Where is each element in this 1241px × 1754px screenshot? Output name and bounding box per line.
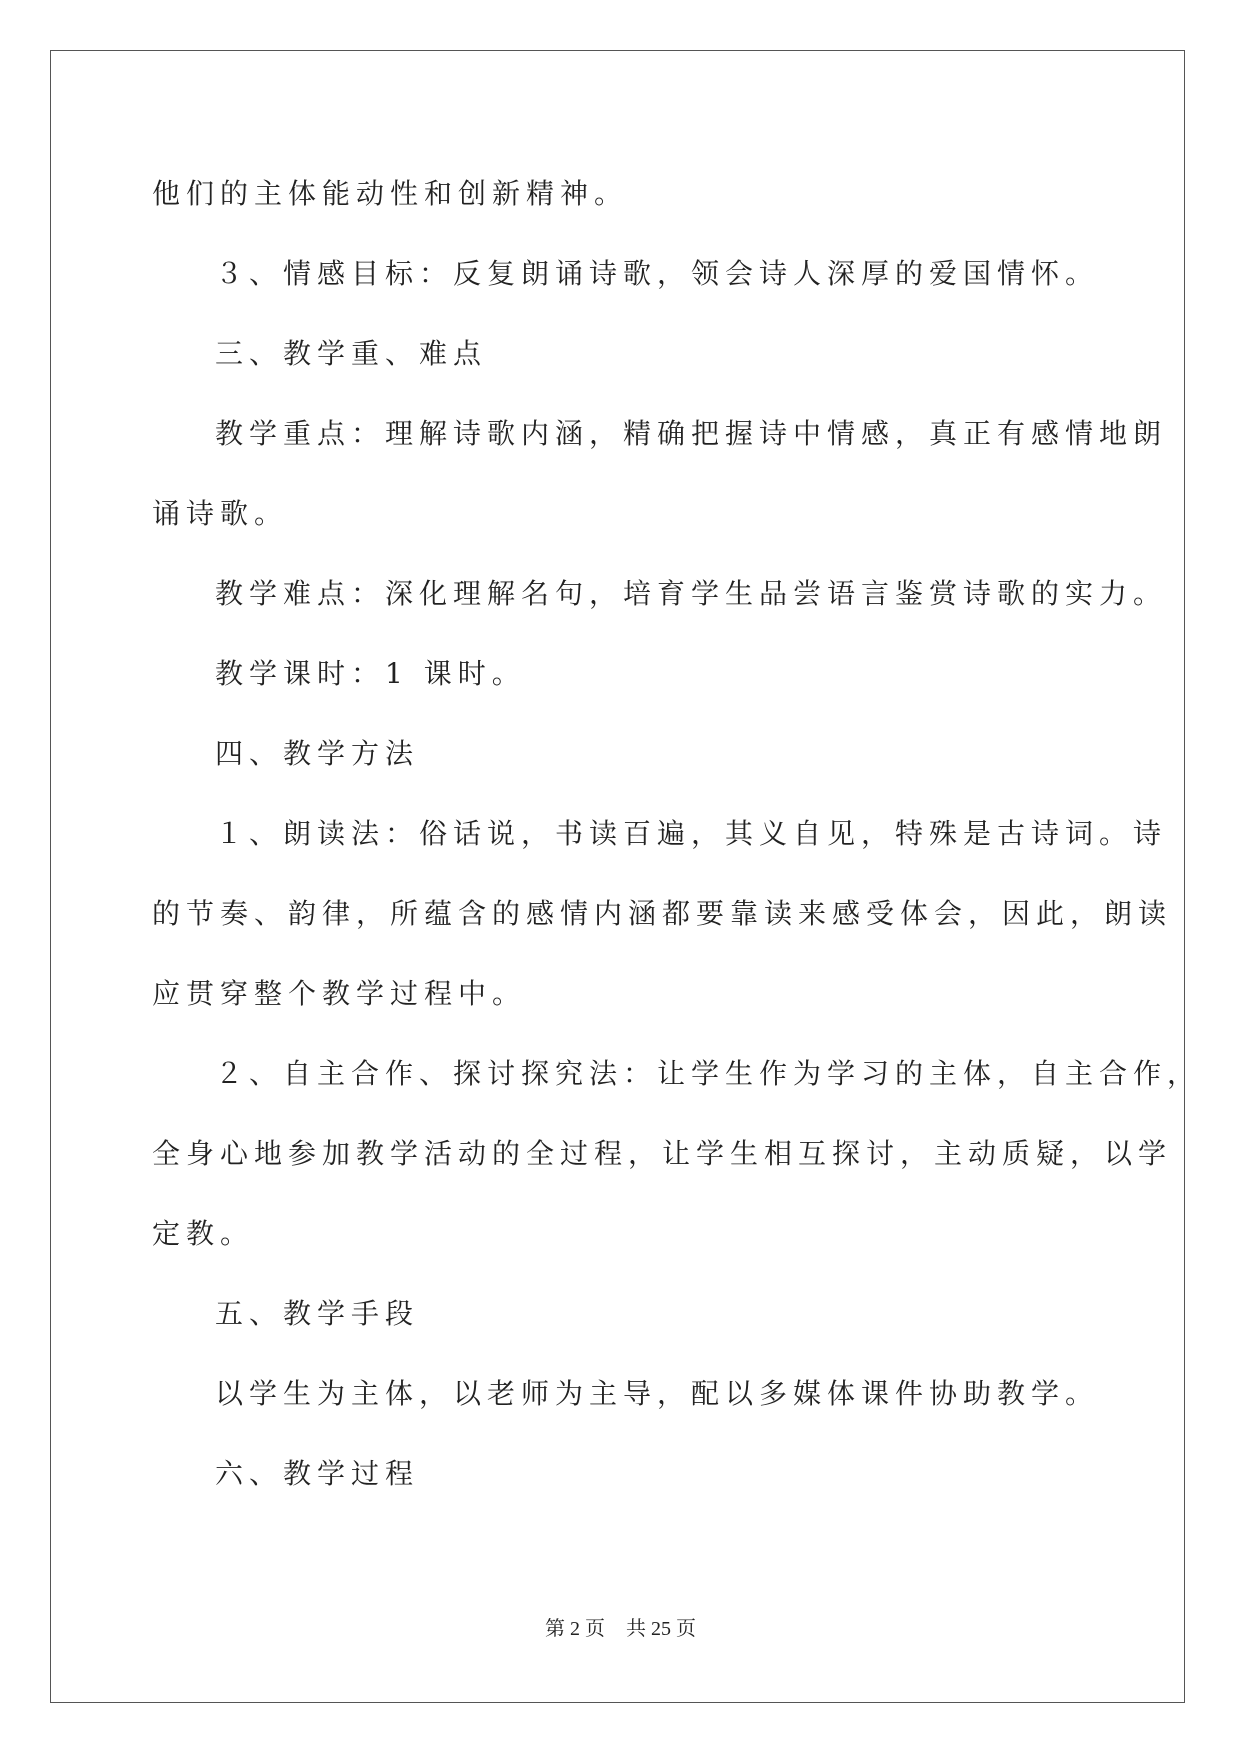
page-footer	[0, 1612, 1241, 1641]
body-line-2: ３、情感目标：反复朗诵诗歌，领会诗人深厚的爱国情怀。	[215, 257, 1100, 290]
body-line-4: 教学重点：理解诗歌内涵，精确把握诗中情感，真正有感情地朗	[215, 417, 1168, 450]
page-number: 第 2 页	[545, 1618, 605, 1640]
section-heading-4: 四、教学方法	[215, 737, 420, 770]
body-line-6: 教学难点：深化理解名句，培育学生品尝语言鉴赏诗歌的实力。	[215, 577, 1168, 610]
page-total: 共 25 页	[626, 1618, 696, 1640]
section-heading-5: 五、教学手段	[215, 1297, 420, 1330]
body-line-13: 全身心地参加教学活动的全过程，让学生相互探讨，主动质疑，以学	[152, 1137, 1173, 1170]
body-line-11: 应贯穿整个教学过程中。	[152, 977, 527, 1010]
body-line-5: 诵诗歌。	[152, 497, 289, 530]
body-line-10: 的节奏、韵律，所蕴含的感情内涵都要靠读来感受体会，因此，朗读	[152, 897, 1173, 930]
body-line-16: 以学生为主体，以老师为主导，配以多媒体课件协助教学。	[215, 1377, 1100, 1410]
section-heading-3: 三、教学重、难点	[215, 337, 488, 370]
body-line-7: 教学课时：1 课时。	[215, 657, 526, 690]
body-line-14: 定教。	[152, 1217, 255, 1250]
body-line-9: １、朗读法：俗话说，书读百遍，其义自见，特殊是古诗词。诗	[215, 817, 1168, 850]
body-line-12: ２、自主合作、探讨探究法：让学生作为学习的主体，自主合作，	[215, 1057, 1202, 1090]
body-line-1: 他们的主体能动性和创新精神。	[152, 177, 629, 210]
section-heading-6: 六、教学过程	[215, 1457, 420, 1490]
